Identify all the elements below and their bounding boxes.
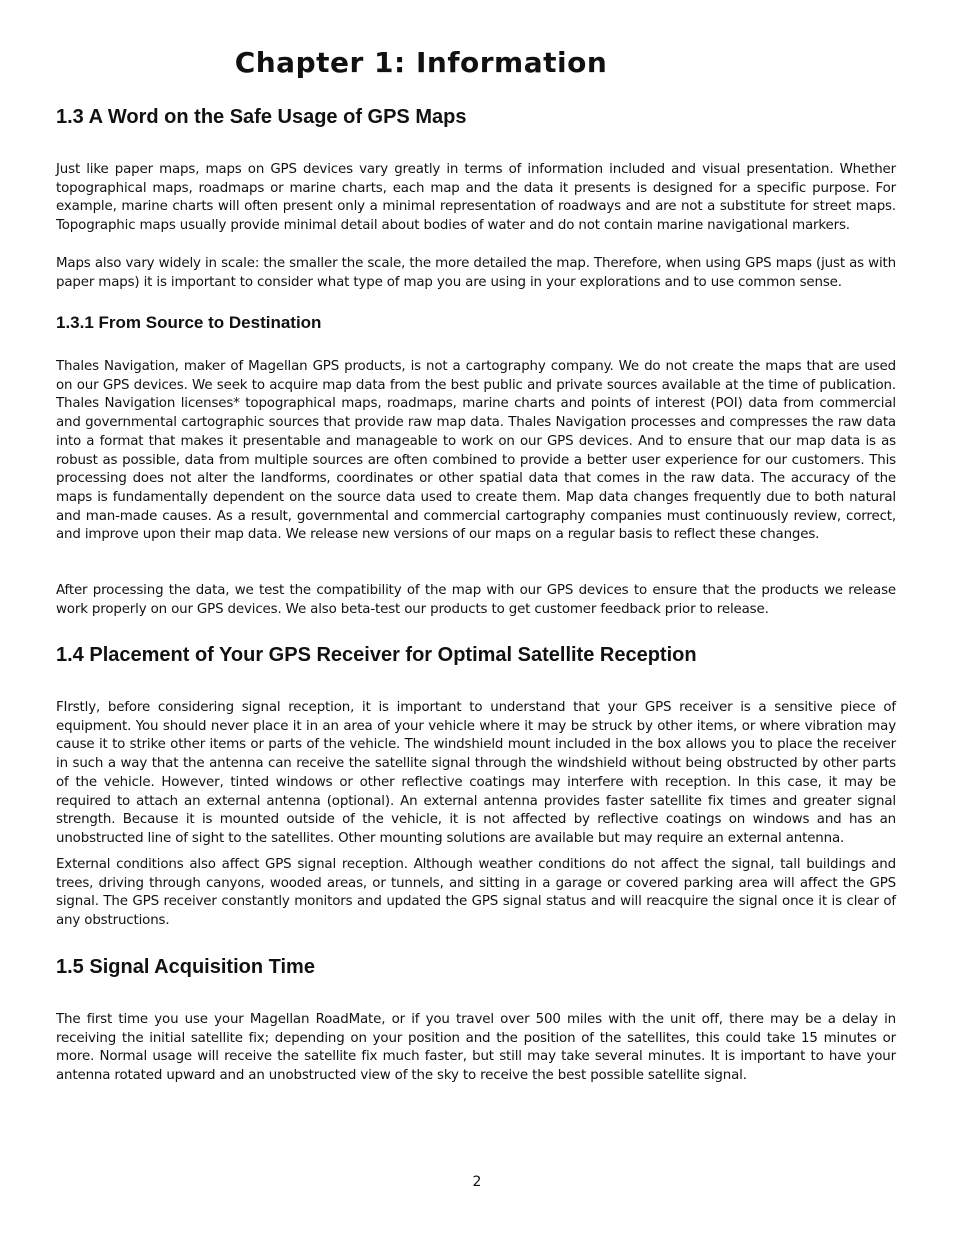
paragraph-1-4-b: External conditions also affect GPS signal reception. Although weather conditions do not affect the signal, tall buildings and trees, driving through canyons, wooded areas, or tunnels, and sitting in a garage or covered parking area will affect the GPS signal. The GPS receiver constantly monitors and updated the GPS signal status and will reacquire the signal once it is clear of any obstructions. xyxy=(56,857,896,929)
paragraph-1-3-b: Maps also vary widely in scale: the smaller the scale, the more detailed the map. Therefore, when using GPS maps (just as with paper maps) it is important to consider what type of map you are using in your explorations and to use common sense. xyxy=(56,256,896,290)
paragraph-1-4-a: FIrstly, before considering signal reception, it is important to understand that your GPS receiver is a sensitive piece of equipment. You should never place it in an area of your vehicle where it may be struck by other items, or where vibration may cause it to strike other items or parts of the vehicle. The windshield mount included in the box allows you to place the receiver in such a way that the antenna can receive the satellite signal through the windshield without being obstructed by other parts of the vehicle. However, tinted windows or other reflective coatings may interfere with reception. In this case, it may be required to attach an external antenna (optional). An external antenna provides faster satellite fix times and greater signal strength. Because it is mounted outside of the vehicle, it is not affected by reflective coatings on windows and has an unobstructed line of sight to the satellites. Other mounting solutions are available but may require an external antenna. xyxy=(56,700,896,846)
paragraph-1-5-a: The first time you use your Magellan RoadMate, or if you travel over 500 miles with the unit off, there may be a delay in receiving the initial satellite fix; depending on your position and the position of the satellites, this could take 15 minutes or more. Normal usage will receive the satellite fix much faster, but still may take several minutes. It is important to have your antenna rotated upward and an unobstructed view of the sky to receive the best possible satellite signal. xyxy=(56,1012,896,1084)
paragraph-1-3-a: Just like paper maps, maps on GPS devices vary greatly in terms of information included and visual presentation. Whether topographical maps, roadmaps or marine charts, each map and the data it presents is designed for a specific purpose. For example, marine charts will often present only a minimal representation of roadways and are not a substitute for street maps. Topographic maps usually provide minimal detail about bodies of water and do not contain marine navigational markers. xyxy=(56,162,896,234)
section-heading-1-5: 1.5 Signal Acquisition Time xyxy=(56,956,315,978)
section-heading-1-4: 1.4 Placement of Your GPS Receiver for Optimal Satellite Reception xyxy=(56,644,697,666)
page-number: 2 xyxy=(472,1174,482,1190)
section-heading-1-3: 1.3 A Word on the Safe Usage of GPS Maps xyxy=(56,106,467,128)
section-heading-1-3-1: 1.3.1 From Source to Destination xyxy=(56,313,322,332)
paragraph-1-3-1-b: After processing the data, we test the compatibility of the map with our GPS devices to ensure that the products we release work properly on our GPS devices. We also beta-test our products to get customer feedback prior to release. xyxy=(56,583,896,617)
paragraph-1-3-1-a: Thales Navigation, maker of Magellan GPS products, is not a cartography company. We do not create the maps that are used on our GPS devices. We seek to acquire map data from the best public and private sources available at the time of publication. Thales Navigation licenses* topographical maps, roadmaps, marine charts and points of interest (POI) data from commercial and governmental cartographic sources that provide raw map data. Thales Navigation processes and compresses the raw data into a format that makes it presentable and manageable to work on our GPS devices. And to ensure that our map data is as robust as possible, data from multiple sources are often combined to provide a better user experience for our customers. This processing does not alter the landforms, coordinates or other spatial data that comes in the raw data. The accuracy of the maps is fundamentally dependent on the source data used to create them. Map data changes frequently due to both natural and man-made causes. As a result, governmental and commercial cartography companies must continuously review, correct, and improve upon their map data. We release new versions of our maps on a regular basis to reflect these changes. xyxy=(56,359,896,543)
chapter-title: Chapter 1: Information xyxy=(234,46,608,79)
